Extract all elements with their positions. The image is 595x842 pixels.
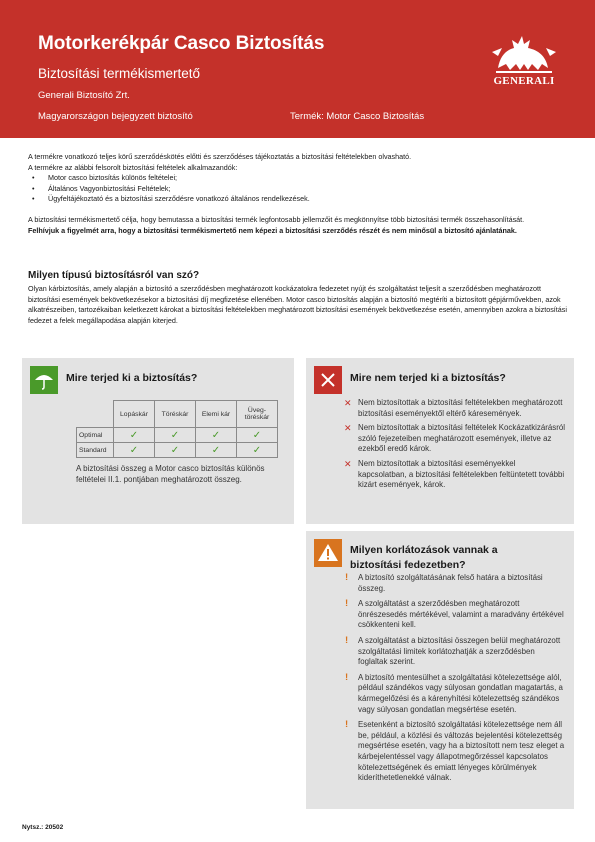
list-item: ! A szolgáltatást a biztosítási összegen belül meghatározott szolgáltatási limitek korlátozhatják a szerződésben foglaltak szerint. — [345, 634, 561, 667]
limits-panel — [306, 531, 574, 809]
document-title: Motorkerékpár Casco Biztosítás — [38, 33, 325, 54]
list-item: • Ügyfeltájékoztató és a biztosítási szerződésre vonatkozó általános rendelkezések. — [28, 194, 568, 205]
section-text: Olyan kárbiztosítás, amely alapján a biztosító a szerződésben meghatározott kockázatokra fedezetet nyújt és szolgáltatást teljesít a szerződésben meghatározott biztosítási események bekövetkezésekor a biztosítási díj megfizetése ellenében. Motor casco biztosítás alapján a biztosító megtéríti a biztosított gépjárművekben, azok alkatrészeiben, tartozékaiban keletkezett károkat a biztosítási feltételekben meghatározott biztosítási események bekövetkezése esetén, amennyiben azokra a biztosítási fedezet a felek megállapodása alapján kiterjed. — [28, 284, 567, 326]
column-header: Elemi kár — [196, 401, 237, 428]
check-icon: ✓ — [129, 429, 139, 441]
list-item: ! Esetenként a biztosító szolgáltatási kötelezettsége nem áll be, például, a közlési és változás bejelentési kötelezettség megsértése esetén, vagy ha a biztosított nem tesz eleget a kárbejelentéssel vagy állapotmegőrzéssel kapcsolatos kötelezettségének és emiatt lényeges körülmények kideríthetetlenekké válnak. — [345, 719, 565, 783]
intro-paragraph: A termékre vonatkozó teljes körű szerződéskötés előtti és szerződéses tájékoztatás a biztosítási feltételekben olvasható. — [28, 152, 412, 161]
check-icon: ✓ — [252, 444, 262, 456]
cross-icon — [314, 366, 342, 394]
exclamation-icon: ! — [345, 572, 349, 583]
intro-paragraph: A termékre az alábbi felsorolt biztosítási feltételek alkalmazandók: — [28, 162, 238, 172]
warning-icon — [314, 539, 342, 567]
column-header: Lopáskár — [114, 401, 155, 428]
table-row — [77, 443, 278, 458]
limits-title: Milyen korlátozások vannak a biztosítási fedezetben? — [350, 544, 498, 571]
list-item: ! A biztosító mentesülhet a szolgáltatási kötelezettsége alól, például szándékos vagy súlyosan gondatlan magatartás, a kármegelőzési és a kárenyhítési kötelezettség szándékos vagy súlyosan gondatlan megsértése esetén. — [345, 671, 563, 714]
exclusions-list — [344, 398, 566, 495]
exclamation-icon: ! — [345, 634, 349, 646]
list-item: • Általános Vagyonbiztosítási Feltételek; — [28, 184, 568, 195]
row-name: Optimal — [77, 428, 114, 443]
coverage-table — [76, 400, 278, 458]
exclamation-icon: ! — [345, 598, 349, 610]
check-icon: ✓ — [252, 429, 262, 441]
list-item: ! A szolgáltatást a szerződésben meghatározott önrészesedés mértékével, valamint a maradvány értékével csökkenteni kell. — [345, 598, 564, 630]
column-header: Üveg-töréskár — [237, 401, 278, 428]
not-covered-panel — [306, 358, 574, 524]
sum-insured-note: A biztosítási összeg a Motor casco biztosítás különös feltételei II.1. pontjában meghatározott összeg. — [76, 464, 265, 484]
list-item: ! A biztosító szolgáltatásának felső határa a biztosítási összeg. — [345, 572, 543, 593]
limits-list — [344, 573, 566, 789]
not-covered-title: Mire nem terjed ki a biztosítás? — [350, 372, 506, 384]
document-header — [0, 0, 595, 138]
list-item: • Motor casco biztosítás különös feltételei; — [28, 173, 568, 184]
cross-mark-icon: ✕ — [344, 458, 352, 469]
list-item: ✕ Nem biztosítottak a biztosítási eseményekkel kapcsolatban, a biztosítási feltételekben feltüntetett további kizárt események, károk. — [344, 458, 565, 490]
section-heading: Milyen típusú biztosításról van szó? — [28, 270, 200, 281]
conditions-list — [28, 173, 568, 205]
check-icon: ✓ — [211, 444, 221, 456]
umbrella-icon — [30, 366, 58, 394]
logo-wordmark: GENERALI — [493, 75, 555, 87]
list-item: ✕ Nem biztosítottak a biztosítási feltételek Kockázatkizárásról szóló fejezeteiben meghatározott események, illetve az ezekből eredő károk. — [344, 423, 565, 454]
covered-title: Mire terjed ki a biztosítás? — [66, 372, 198, 384]
column-header: Töréskár — [155, 401, 196, 428]
covered-panel — [22, 358, 294, 524]
exclamation-icon: ! — [345, 671, 349, 683]
registered-text: Magyarországon bejegyzett biztosító — [38, 111, 193, 122]
notice-paragraph: Felhívjuk a figyelmét arra, hogy a biztosítási termékismertető nem képezi a biztosítási szerződés részét és nem minősül a biztosító ajánlatának. — [28, 225, 517, 235]
check-icon: ✓ — [211, 429, 221, 441]
product-name: Termék: Motor Casco Biztosítás — [290, 111, 425, 122]
intro-block — [28, 152, 568, 236]
company-name: Generali Biztosító Zrt. — [38, 90, 130, 101]
exclamation-icon: ! — [345, 719, 349, 731]
document-code: Nytsz.: 20502 — [22, 824, 64, 831]
cross-mark-icon: ✕ — [344, 423, 352, 434]
cross-mark-icon: ✕ — [344, 398, 352, 408]
check-icon: ✓ — [129, 444, 139, 456]
check-icon: ✓ — [170, 444, 180, 456]
row-name: Standard — [77, 443, 114, 458]
table-row — [77, 428, 278, 443]
document-subtitle: Biztosítási termékismertető — [38, 66, 201, 81]
list-item: ✕ Nem biztosítottak a biztosítási feltételekben meghatározott biztosítási eseményektől eltérő káresemények. — [344, 398, 563, 418]
intro-paragraph: A biztosítási termékismertető célja, hogy bemutassa a biztosítási termék legfontosabb jellemzőit és megkönnyítse több biztosítási termék összehasonlítását. — [28, 214, 525, 224]
check-icon: ✓ — [170, 429, 180, 441]
